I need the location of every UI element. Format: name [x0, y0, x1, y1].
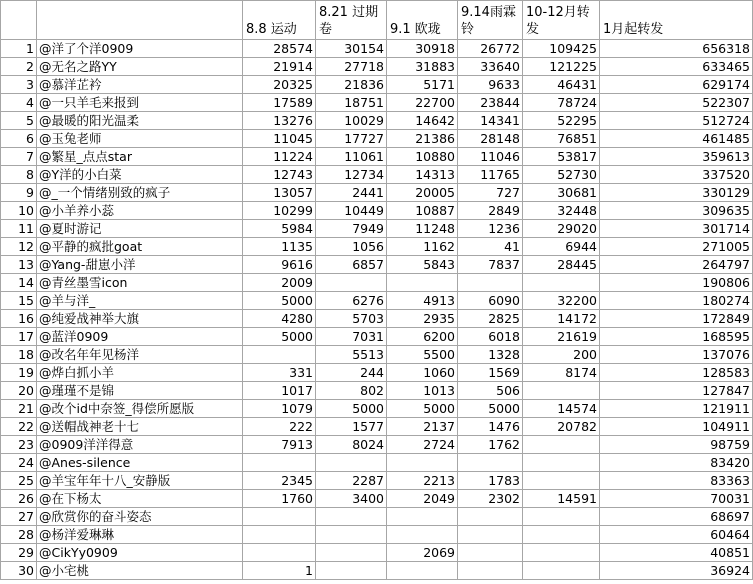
- aug8-value-cell[interactable]: 5000: [243, 328, 316, 346]
- oct-dec-value-cell[interactable]: [523, 472, 600, 490]
- account-name-cell[interactable]: @羊与洋_: [37, 292, 243, 310]
- aug8-value-cell[interactable]: [243, 508, 316, 526]
- total-value-cell[interactable]: 629174: [600, 76, 753, 94]
- row-index-cell[interactable]: 13: [1, 256, 37, 274]
- oct-dec-value-cell[interactable]: 14591: [523, 490, 600, 508]
- row-index-cell[interactable]: 20: [1, 382, 37, 400]
- table-row: [1, 328, 753, 346]
- account-name-cell[interactable]: @羊宝年年十八_安静版: [37, 472, 243, 490]
- sep1-value-cell[interactable]: 5500: [387, 346, 458, 364]
- sep1-value-cell[interactable]: 1060: [387, 364, 458, 382]
- header-cell-sep14[interactable]: 9.14雨霖铃: [458, 1, 523, 40]
- table-row: [1, 76, 753, 94]
- aug21-value-cell[interactable]: 1056: [316, 238, 387, 256]
- oct-dec-value-cell[interactable]: 32200: [523, 292, 600, 310]
- oct-dec-value-cell[interactable]: 8174: [523, 364, 600, 382]
- aug21-value-cell[interactable]: 8024: [316, 436, 387, 454]
- oct-dec-value-cell[interactable]: 28445: [523, 256, 600, 274]
- account-name-cell[interactable]: @改个id中奈签_得偿所愿版: [37, 400, 243, 418]
- total-value-cell[interactable]: 172849: [600, 310, 753, 328]
- oct-dec-value-cell[interactable]: 76851: [523, 130, 600, 148]
- sep14-value-cell[interactable]: [458, 562, 523, 580]
- total-value-cell[interactable]: 104911: [600, 418, 753, 436]
- total-value-cell[interactable]: 127847: [600, 382, 753, 400]
- total-value-cell[interactable]: 36924: [600, 562, 753, 580]
- header-row: [1, 1, 753, 40]
- table-body: [1, 40, 753, 580]
- sep1-value-cell[interactable]: 2069: [387, 544, 458, 562]
- sep1-value-cell[interactable]: 21386: [387, 130, 458, 148]
- table-row: [1, 382, 753, 400]
- account-name-cell[interactable]: @CikYy0909: [37, 544, 243, 562]
- sep14-value-cell[interactable]: 9633: [458, 76, 523, 94]
- oct-dec-value-cell[interactable]: 53817: [523, 148, 600, 166]
- aug8-value-cell[interactable]: 1017: [243, 382, 316, 400]
- table-row: [1, 148, 753, 166]
- account-name-cell[interactable]: @0909洋洋得意: [37, 436, 243, 454]
- oct-dec-value-cell[interactable]: [523, 562, 600, 580]
- account-name-cell[interactable]: @平静的疯批goat: [37, 238, 243, 256]
- account-name-cell[interactable]: @欣赏你的奋斗姿态: [37, 508, 243, 526]
- sep14-value-cell[interactable]: 41: [458, 238, 523, 256]
- table-row: [1, 364, 753, 382]
- account-name-cell[interactable]: @无名之路YY: [37, 58, 243, 76]
- aug21-value-cell[interactable]: 244: [316, 364, 387, 382]
- aug21-value-cell[interactable]: 30154: [316, 40, 387, 58]
- sep14-value-cell[interactable]: 6018: [458, 328, 523, 346]
- table-row: [1, 130, 753, 148]
- sep14-value-cell[interactable]: [458, 274, 523, 292]
- table-row: [1, 562, 753, 580]
- aug8-value-cell[interactable]: [243, 544, 316, 562]
- row-index-cell[interactable]: 25: [1, 472, 37, 490]
- row-index-cell[interactable]: 30: [1, 562, 37, 580]
- account-name-cell[interactable]: @在下杨太: [37, 490, 243, 508]
- aug8-value-cell[interactable]: 331: [243, 364, 316, 382]
- aug8-value-cell[interactable]: 2345: [243, 472, 316, 490]
- oct-dec-value-cell[interactable]: 6944: [523, 238, 600, 256]
- sep14-value-cell[interactable]: 33640: [458, 58, 523, 76]
- account-name-cell[interactable]: @慕洋芷衿: [37, 76, 243, 94]
- account-name-cell[interactable]: @一只羊毛来报到: [37, 94, 243, 112]
- total-value-cell[interactable]: 264797: [600, 256, 753, 274]
- sep14-value-cell[interactable]: 727: [458, 184, 523, 202]
- total-value-cell[interactable]: 68697: [600, 508, 753, 526]
- oct-dec-value-cell[interactable]: 200: [523, 346, 600, 364]
- oct-dec-value-cell[interactable]: [523, 544, 600, 562]
- sep14-value-cell[interactable]: [458, 454, 523, 472]
- total-value-cell[interactable]: 128583: [600, 364, 753, 382]
- oct-dec-value-cell[interactable]: 52730: [523, 166, 600, 184]
- row-index-cell[interactable]: 10: [1, 202, 37, 220]
- row-index-cell[interactable]: 8: [1, 166, 37, 184]
- aug21-value-cell[interactable]: 6276: [316, 292, 387, 310]
- sep14-value-cell[interactable]: 1236: [458, 220, 523, 238]
- sep1-value-cell[interactable]: 6200: [387, 328, 458, 346]
- sep14-value-cell[interactable]: 11765: [458, 166, 523, 184]
- aug21-value-cell[interactable]: [316, 274, 387, 292]
- table-row: [1, 400, 753, 418]
- sep14-value-cell[interactable]: 2825: [458, 310, 523, 328]
- row-index-cell[interactable]: 2: [1, 58, 37, 76]
- sep14-value-cell[interactable]: [458, 544, 523, 562]
- row-index-cell[interactable]: 11: [1, 220, 37, 238]
- table-row: [1, 508, 753, 526]
- account-name-cell[interactable]: @蓝洋0909: [37, 328, 243, 346]
- sep1-value-cell[interactable]: 2935: [387, 310, 458, 328]
- aug21-value-cell[interactable]: [316, 562, 387, 580]
- account-name-cell[interactable]: @繁星_点点star: [37, 148, 243, 166]
- row-index-cell[interactable]: 23: [1, 436, 37, 454]
- aug8-value-cell[interactable]: 5984: [243, 220, 316, 238]
- sep14-value-cell[interactable]: 5000: [458, 400, 523, 418]
- sep14-value-cell[interactable]: 506: [458, 382, 523, 400]
- table-row: [1, 436, 753, 454]
- aug8-value-cell[interactable]: 13057: [243, 184, 316, 202]
- aug8-value-cell[interactable]: 10299: [243, 202, 316, 220]
- account-name-cell[interactable]: @小羊养小蕊: [37, 202, 243, 220]
- sep14-value-cell[interactable]: 2849: [458, 202, 523, 220]
- table-row: [1, 220, 753, 238]
- row-index-cell[interactable]: 29: [1, 544, 37, 562]
- total-value-cell[interactable]: 522307: [600, 94, 753, 112]
- oct-dec-value-cell[interactable]: [523, 436, 600, 454]
- total-value-cell[interactable]: 98759: [600, 436, 753, 454]
- table-row: [1, 202, 753, 220]
- row-index-cell[interactable]: 18: [1, 346, 37, 364]
- sep14-value-cell[interactable]: 1328: [458, 346, 523, 364]
- account-name-cell[interactable]: @纯爱战神举大旗: [37, 310, 243, 328]
- row-index-cell[interactable]: 26: [1, 490, 37, 508]
- aug21-value-cell[interactable]: [316, 454, 387, 472]
- oct-dec-value-cell[interactable]: 20782: [523, 418, 600, 436]
- total-value-cell[interactable]: 633465: [600, 58, 753, 76]
- sep1-value-cell[interactable]: 2724: [387, 436, 458, 454]
- total-value-cell[interactable]: 337520: [600, 166, 753, 184]
- total-value-cell[interactable]: 70031: [600, 490, 753, 508]
- total-value-cell[interactable]: 83363: [600, 472, 753, 490]
- aug21-value-cell[interactable]: 21836: [316, 76, 387, 94]
- total-value-cell[interactable]: 83420: [600, 454, 753, 472]
- row-index-cell[interactable]: 6: [1, 130, 37, 148]
- aug8-value-cell[interactable]: 2009: [243, 274, 316, 292]
- account-name-cell[interactable]: @_一个情绪别致的疯子: [37, 184, 243, 202]
- oct-dec-value-cell[interactable]: [523, 508, 600, 526]
- account-name-cell[interactable]: @送帽战神老十七: [37, 418, 243, 436]
- sep1-value-cell[interactable]: 20005: [387, 184, 458, 202]
- oct-dec-value-cell[interactable]: 46431: [523, 76, 600, 94]
- row-index-cell[interactable]: 22: [1, 418, 37, 436]
- total-value-cell[interactable]: 60464: [600, 526, 753, 544]
- aug21-value-cell[interactable]: 5513: [316, 346, 387, 364]
- account-name-cell[interactable]: @改名年年见杨洋: [37, 346, 243, 364]
- aug21-value-cell[interactable]: 1577: [316, 418, 387, 436]
- row-index-cell[interactable]: 17: [1, 328, 37, 346]
- oct-dec-value-cell[interactable]: [523, 274, 600, 292]
- table-row: [1, 238, 753, 256]
- row-index-cell[interactable]: 19: [1, 364, 37, 382]
- sep14-value-cell[interactable]: 1476: [458, 418, 523, 436]
- account-name-cell[interactable]: @烨白抓小羊: [37, 364, 243, 382]
- account-name-cell[interactable]: @小宅桃: [37, 562, 243, 580]
- aug8-value-cell[interactable]: 1760: [243, 490, 316, 508]
- table-row: [1, 544, 753, 562]
- total-value-cell[interactable]: 309635: [600, 202, 753, 220]
- sep1-value-cell[interactable]: 1162: [387, 238, 458, 256]
- table-row: [1, 58, 753, 76]
- sep1-value-cell[interactable]: 2213: [387, 472, 458, 490]
- aug8-value-cell[interactable]: [243, 526, 316, 544]
- oct-dec-value-cell[interactable]: [523, 526, 600, 544]
- total-value-cell[interactable]: 512724: [600, 112, 753, 130]
- aug21-value-cell[interactable]: 17727: [316, 130, 387, 148]
- account-name-cell[interactable]: @Y洋的小白菜: [37, 166, 243, 184]
- sep14-value-cell[interactable]: [458, 508, 523, 526]
- table-row: [1, 40, 753, 58]
- table-row: [1, 472, 753, 490]
- table-row: [1, 274, 753, 292]
- account-name-cell[interactable]: @夏时游记: [37, 220, 243, 238]
- oct-dec-value-cell[interactable]: 30681: [523, 184, 600, 202]
- sep14-value-cell[interactable]: 23844: [458, 94, 523, 112]
- aug21-value-cell[interactable]: 11061: [316, 148, 387, 166]
- total-value-cell[interactable]: 656318: [600, 40, 753, 58]
- total-value-cell[interactable]: 330129: [600, 184, 753, 202]
- row-index-cell[interactable]: 1: [1, 40, 37, 58]
- total-value-cell[interactable]: 301714: [600, 220, 753, 238]
- aug21-value-cell[interactable]: 2441: [316, 184, 387, 202]
- total-value-cell[interactable]: 121911: [600, 400, 753, 418]
- sep14-value-cell[interactable]: 7837: [458, 256, 523, 274]
- header-cell-aug21[interactable]: 8.21 过期卷: [316, 1, 387, 40]
- oct-dec-value-cell[interactable]: 78724: [523, 94, 600, 112]
- sep14-value-cell[interactable]: 6090: [458, 292, 523, 310]
- row-index-cell[interactable]: 15: [1, 292, 37, 310]
- sep1-value-cell[interactable]: 1013: [387, 382, 458, 400]
- account-name-cell[interactable]: @Anes-silence: [37, 454, 243, 472]
- sep14-value-cell[interactable]: 26772: [458, 40, 523, 58]
- row-index-cell[interactable]: 14: [1, 274, 37, 292]
- oct-dec-value-cell[interactable]: 21619: [523, 328, 600, 346]
- row-index-cell[interactable]: 24: [1, 454, 37, 472]
- header-cell-index[interactable]: [1, 1, 37, 40]
- account-name-cell[interactable]: @瑾瑾不是锦: [37, 382, 243, 400]
- table-row: [1, 94, 753, 112]
- account-name-cell[interactable]: @玉兔老师: [37, 130, 243, 148]
- table-row: [1, 166, 753, 184]
- aug21-value-cell[interactable]: 5703: [316, 310, 387, 328]
- sep1-value-cell[interactable]: 5171: [387, 76, 458, 94]
- aug21-value-cell[interactable]: 5000: [316, 400, 387, 418]
- aug8-value-cell[interactable]: 1135: [243, 238, 316, 256]
- row-index-cell[interactable]: 7: [1, 148, 37, 166]
- aug21-value-cell[interactable]: 6857: [316, 256, 387, 274]
- aug21-value-cell[interactable]: [316, 526, 387, 544]
- oct-dec-value-cell[interactable]: 32448: [523, 202, 600, 220]
- table-row: [1, 418, 753, 436]
- header-cell-sep1[interactable]: 9.1 欧珑: [387, 1, 458, 40]
- aug21-value-cell[interactable]: 2287: [316, 472, 387, 490]
- sep1-value-cell[interactable]: 22700: [387, 94, 458, 112]
- sep14-value-cell[interactable]: 11046: [458, 148, 523, 166]
- total-value-cell[interactable]: 190806: [600, 274, 753, 292]
- sep14-value-cell[interactable]: 14341: [458, 112, 523, 130]
- table-row: [1, 454, 753, 472]
- header-cell-aug8[interactable]: 8.8 运动: [243, 1, 316, 40]
- aug8-value-cell[interactable]: 11224: [243, 148, 316, 166]
- aug21-value-cell[interactable]: 18751: [316, 94, 387, 112]
- aug21-value-cell[interactable]: [316, 544, 387, 562]
- sep1-value-cell[interactable]: 14313: [387, 166, 458, 184]
- account-name-cell[interactable]: @Yang-甜崽小洋: [37, 256, 243, 274]
- account-name-cell[interactable]: @青丝墨雪icon: [37, 274, 243, 292]
- oct-dec-value-cell[interactable]: 109425: [523, 40, 600, 58]
- sep1-value-cell[interactable]: 30918: [387, 40, 458, 58]
- aug8-value-cell[interactable]: 20325: [243, 76, 316, 94]
- sep1-value-cell[interactable]: [387, 526, 458, 544]
- sep14-value-cell[interactable]: [458, 526, 523, 544]
- aug8-value-cell[interactable]: 17589: [243, 94, 316, 112]
- table-row: [1, 490, 753, 508]
- sep1-value-cell[interactable]: 4913: [387, 292, 458, 310]
- total-value-cell[interactable]: 461485: [600, 130, 753, 148]
- aug8-value-cell[interactable]: [243, 454, 316, 472]
- total-value-cell[interactable]: 180274: [600, 292, 753, 310]
- sep14-value-cell[interactable]: 2302: [458, 490, 523, 508]
- row-index-cell[interactable]: 4: [1, 94, 37, 112]
- row-index-cell[interactable]: 3: [1, 76, 37, 94]
- sep1-value-cell[interactable]: 2049: [387, 490, 458, 508]
- aug21-value-cell[interactable]: [316, 508, 387, 526]
- total-value-cell[interactable]: 271005: [600, 238, 753, 256]
- sep1-value-cell[interactable]: [387, 508, 458, 526]
- row-index-cell[interactable]: 27: [1, 508, 37, 526]
- aug8-value-cell[interactable]: 7913: [243, 436, 316, 454]
- sep1-value-cell[interactable]: 2137: [387, 418, 458, 436]
- aug8-value-cell[interactable]: 28574: [243, 40, 316, 58]
- table-row: [1, 256, 753, 274]
- aug8-value-cell[interactable]: 4280: [243, 310, 316, 328]
- account-name-cell[interactable]: @洋了个洋0909: [37, 40, 243, 58]
- aug21-value-cell[interactable]: 27718: [316, 58, 387, 76]
- sep14-value-cell[interactable]: 1762: [458, 436, 523, 454]
- oct-dec-value-cell[interactable]: 29020: [523, 220, 600, 238]
- header-cell-total[interactable]: 1月起转发: [600, 1, 753, 40]
- aug21-value-cell[interactable]: 12734: [316, 166, 387, 184]
- aug21-value-cell[interactable]: 7031: [316, 328, 387, 346]
- aug8-value-cell[interactable]: 1: [243, 562, 316, 580]
- aug21-value-cell[interactable]: 10029: [316, 112, 387, 130]
- aug8-value-cell[interactable]: 11045: [243, 130, 316, 148]
- aug8-value-cell[interactable]: 1079: [243, 400, 316, 418]
- sep14-value-cell[interactable]: 28148: [458, 130, 523, 148]
- oct-dec-value-cell[interactable]: 52295: [523, 112, 600, 130]
- aug8-value-cell[interactable]: 5000: [243, 292, 316, 310]
- table-row: [1, 526, 753, 544]
- aug8-value-cell[interactable]: 9616: [243, 256, 316, 274]
- sep1-value-cell[interactable]: 5000: [387, 400, 458, 418]
- sep1-value-cell[interactable]: 14642: [387, 112, 458, 130]
- sep1-value-cell[interactable]: [387, 562, 458, 580]
- table-row: [1, 292, 753, 310]
- sep1-value-cell[interactable]: 10880: [387, 148, 458, 166]
- header-cell-oct-dec[interactable]: 10-12月转发: [523, 1, 600, 40]
- total-value-cell[interactable]: 359613: [600, 148, 753, 166]
- aug8-value-cell[interactable]: 12743: [243, 166, 316, 184]
- sep1-value-cell[interactable]: [387, 454, 458, 472]
- table-row: [1, 184, 753, 202]
- row-index-cell[interactable]: 9: [1, 184, 37, 202]
- sep14-value-cell[interactable]: 1569: [458, 364, 523, 382]
- row-index-cell[interactable]: 28: [1, 526, 37, 544]
- sep14-value-cell[interactable]: 1783: [458, 472, 523, 490]
- total-value-cell[interactable]: 137076: [600, 346, 753, 364]
- sep1-value-cell[interactable]: [387, 274, 458, 292]
- table-row: [1, 112, 753, 130]
- aug21-value-cell[interactable]: 802: [316, 382, 387, 400]
- account-name-cell[interactable]: @最暖的阳光温柔: [37, 112, 243, 130]
- aug8-value-cell[interactable]: [243, 346, 316, 364]
- sep1-value-cell[interactable]: 31883: [387, 58, 458, 76]
- row-index-cell[interactable]: 12: [1, 238, 37, 256]
- aug8-value-cell[interactable]: 13276: [243, 112, 316, 130]
- header-cell-name[interactable]: [37, 1, 243, 40]
- aug21-value-cell[interactable]: 7949: [316, 220, 387, 238]
- row-index-cell[interactable]: 16: [1, 310, 37, 328]
- oct-dec-value-cell[interactable]: 121225: [523, 58, 600, 76]
- sep1-value-cell[interactable]: 5843: [387, 256, 458, 274]
- row-index-cell[interactable]: 21: [1, 400, 37, 418]
- sep1-value-cell[interactable]: 10887: [387, 202, 458, 220]
- sep1-value-cell[interactable]: 11248: [387, 220, 458, 238]
- table-row: [1, 310, 753, 328]
- oct-dec-value-cell[interactable]: [523, 454, 600, 472]
- total-value-cell[interactable]: 168595: [600, 328, 753, 346]
- aug8-value-cell[interactable]: 222: [243, 418, 316, 436]
- row-index-cell[interactable]: 5: [1, 112, 37, 130]
- table-row: [1, 346, 753, 364]
- oct-dec-value-cell[interactable]: [523, 382, 600, 400]
- oct-dec-value-cell[interactable]: 14172: [523, 310, 600, 328]
- aug21-value-cell[interactable]: 10449: [316, 202, 387, 220]
- total-value-cell[interactable]: 40851: [600, 544, 753, 562]
- aug21-value-cell[interactable]: 3400: [316, 490, 387, 508]
- aug8-value-cell[interactable]: 21914: [243, 58, 316, 76]
- account-name-cell[interactable]: @杨洋爱琳琳: [37, 526, 243, 544]
- oct-dec-value-cell[interactable]: 14574: [523, 400, 600, 418]
